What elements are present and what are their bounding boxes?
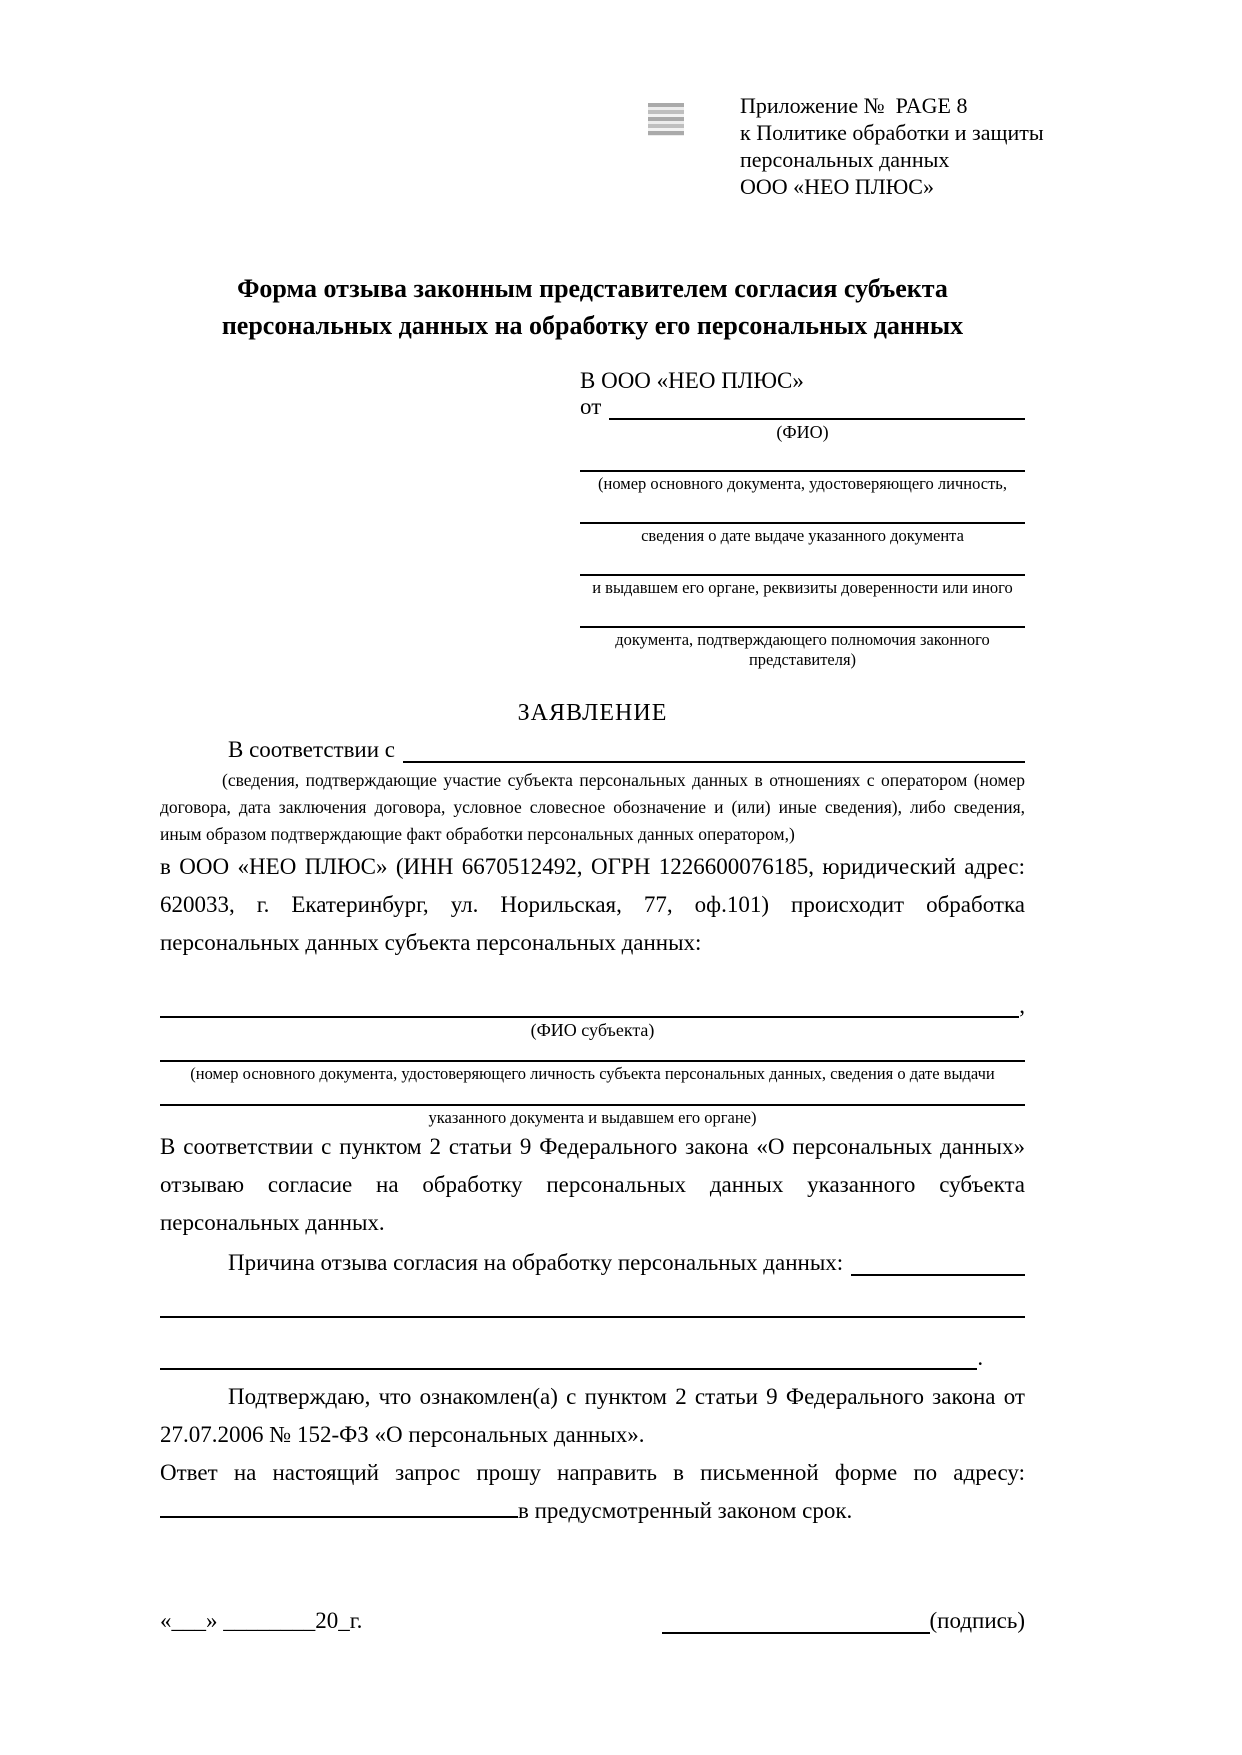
representative-doc-caption: документа, подтверждающего полномочия законного представителя) (615, 630, 990, 669)
subject-fio-caption: (ФИО субъекта) (530, 1020, 655, 1040)
withdrawal-paragraph: В соответствии с пунктом 2 статьи 9 Федерального закона «О персональных данных» отзываю согласие на обработку персональных данных указанного субъекта персональных данных. (160, 1134, 1025, 1235)
issue-date-caption: сведения о дате выдаче указанного документа (641, 526, 964, 545)
appendix-number-line: Приложение № PAGE 8 (740, 93, 968, 118)
subject-fio-blank-line (160, 992, 1019, 1018)
intro-label: В соответствии с (228, 737, 396, 762)
confirm-paragraph (160, 1378, 1025, 1454)
appendix-company-line: ООО «НЕО ПЛЮС» (740, 174, 934, 199)
subject-doc-blank-line-2 (160, 1104, 1025, 1106)
appendix-header (740, 92, 1044, 200)
blurred-text-artifact-icon (648, 103, 684, 136)
issuing-authority-caption: и выдавшем его органе, реквизиты доверенности или иного (592, 578, 1013, 597)
form-title-line1: Форма отзыва законным представителем согласия субъекта (237, 274, 948, 303)
reason-continuation-row-2 (160, 1344, 1025, 1370)
issue-date-blank-line (580, 522, 1025, 524)
recipient-to: В ООО «НЕО ПЛЮС» (580, 368, 804, 393)
reason-blank-line (851, 1250, 1025, 1276)
appendix-policy-line2: персональных данных (740, 147, 950, 172)
reply-term-line (160, 1492, 1025, 1530)
signature-row (160, 1608, 1025, 1634)
reason-label: Причина отзыва согласия на обработку персональных данных: (228, 1250, 844, 1275)
doc-number-caption: (номер основного документа, удостоверяющего личность, (598, 474, 1007, 493)
reply-address-blank-line (160, 1495, 518, 1518)
subject-doc-caption-2: указанного документа и выдавшем его органе) (428, 1108, 757, 1127)
intro-blank-line (403, 737, 1025, 763)
intro-row (160, 737, 1025, 763)
subject-fio-blank-row (160, 992, 1025, 1018)
from-row (580, 394, 1025, 420)
signature-blank-line (662, 1612, 930, 1634)
reason-continuation-blank-line-2 (160, 1344, 977, 1370)
doc-number-blank-line (580, 470, 1025, 472)
signature-group (662, 1608, 1025, 1634)
subject-doc-caption-1: (номер основного документа, удостоверяющего личность субъекта персональных данных, сведения о дате выдачи (190, 1064, 995, 1083)
trailing-comma: , (1019, 993, 1025, 1018)
signature-caption: (подпись) (929, 1608, 1025, 1633)
representative-doc-blank-line (580, 626, 1025, 628)
reply-address-line: Ответ на настоящий запрос прошу направить в письменной форме по адресу: (160, 1460, 1025, 1485)
reason-row (160, 1250, 1025, 1276)
from-label: от (580, 394, 602, 419)
issuing-authority-blank-line (580, 574, 1025, 576)
trailing-period: . (977, 1345, 984, 1370)
fine-print-note: (сведения, подтверждающие участие субъекта персональных данных в отношениях с оператором (номер договора, дата заключения договора, условное словесное обозначение и (или) иные сведения), либо сведения, иным образом подтверждающие факт обработки персональных данных оператором,) (160, 770, 1025, 844)
date-blank-text: «___» ________20_г. (160, 1608, 363, 1633)
subject-doc-blank-line-1 (160, 1060, 1025, 1062)
statement-heading: ЗАЯВЛЕНИЕ (517, 700, 668, 726)
form-title-line2: персональных данных на обработку его персональных данных (221, 311, 964, 340)
recipient-block (580, 368, 1025, 670)
form-title (160, 270, 1025, 344)
operator-paragraph: в ООО «НЕО ПЛЮС» (ИНН 6670512492, ОГРН 1226600076185, юридический адрес: 620033, г. Екатеринбург, ул. Норильская, 77, оф.101) происходит обработка персональных данных субъекта персональных данных: (160, 854, 1025, 955)
reason-continuation-blank-line-1 (160, 1316, 1025, 1318)
confirm-paragraph-text: Подтверждаю, что ознакомлен(а) с пунктом 2 статьи 9 Федерального закона от 27.07.2006 № 152-ФЗ «О персональных данных». (160, 1384, 1025, 1447)
appendix-policy-line: к Политике обработки и защиты (740, 120, 1044, 145)
from-fio-blank-line (609, 394, 1025, 420)
fio-caption: (ФИО) (776, 422, 829, 442)
reply-term-text: в предусмотренный законом срок. (518, 1498, 853, 1523)
